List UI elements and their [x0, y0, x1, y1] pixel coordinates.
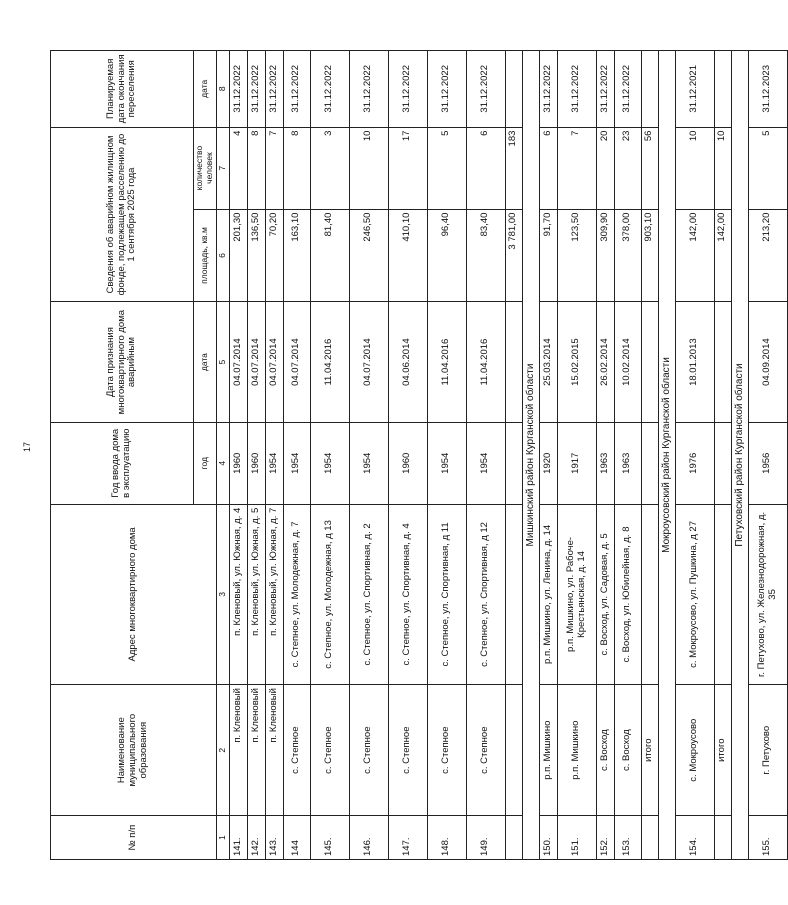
cell-end-date: 31.12.2022: [310, 51, 349, 128]
page-number: 17: [22, 441, 33, 453]
cell-people: 20: [596, 127, 614, 209]
cell-year: 1963: [596, 422, 614, 504]
cell-date: 04.09.2014: [748, 302, 787, 422]
index-cell: 2: [216, 685, 229, 816]
cell-date: 11.04.2016: [310, 302, 349, 422]
empty-cell: [505, 422, 522, 504]
cell-year: 1920: [539, 422, 557, 504]
empty-cell: [505, 51, 522, 128]
cell-date: 10.02.2014: [614, 302, 641, 422]
cell-end-date: 31.12.2022: [596, 51, 614, 128]
cell-date: 11.04.2016: [427, 302, 466, 422]
cell-municipality: п. Кленовый: [229, 685, 247, 816]
cell-number: 143.: [265, 816, 283, 860]
empty-cell: [641, 504, 658, 684]
index-cell: 1: [216, 816, 229, 860]
index-cell: 3: [216, 504, 229, 684]
subheader-date: дата: [194, 302, 217, 422]
subheader-year: год: [194, 422, 217, 504]
header-recognition-date: Дата признания многоквартирного дома аварийным: [51, 302, 194, 422]
cell-people: 7: [557, 127, 596, 209]
cell-date: 04.07.2014: [283, 302, 310, 422]
cell-people: 7: [265, 127, 283, 209]
empty-cell: [714, 51, 731, 128]
cell-municipality: с. Степное: [310, 685, 349, 816]
cell-municipality: п. Кленовый: [265, 685, 283, 816]
cell-end-date: 31.12.2022: [557, 51, 596, 128]
cell-area: 136,50: [247, 209, 265, 302]
cell-address: р.п. Мишкино, ул. Ленина, д. 14: [539, 504, 557, 684]
total-row: [505, 51, 522, 860]
empty-cell: [641, 816, 658, 860]
header-year: Год ввода дома в эксплуатацию: [51, 422, 194, 504]
cell-number: 154.: [675, 816, 714, 860]
cell-municipality: с. Степное: [349, 685, 388, 816]
cell-municipality: г. Петухово: [748, 685, 787, 816]
cell-area: 246,50: [349, 209, 388, 302]
cell-year: 1960: [229, 422, 247, 504]
cell-date: 04.06.2014: [388, 302, 427, 422]
total-people: 56: [641, 127, 658, 209]
cell-number: 148.: [427, 816, 466, 860]
cell-end-date: 31.12.2021: [675, 51, 714, 128]
cell-people: 3: [310, 127, 349, 209]
header-municipality: Наименование муниципального образования: [51, 685, 217, 816]
cell-address: с. Степное, ул. Спортивная, д 12: [466, 504, 505, 684]
cell-year: 1976: [675, 422, 714, 504]
cell-area: 81,40: [310, 209, 349, 302]
empty-cell: [505, 685, 522, 816]
subheader-area: площадь, кв.м: [194, 209, 217, 302]
empty-cell: [714, 302, 731, 422]
index-cell: 8: [216, 51, 229, 128]
cell-end-date: 31.12.2022: [388, 51, 427, 128]
index-cell: 5: [216, 302, 229, 422]
cell-year: 1917: [557, 422, 596, 504]
empty-cell: [505, 504, 522, 684]
empty-cell: [641, 302, 658, 422]
table-row: [466, 51, 505, 860]
empty-cell: [714, 422, 731, 504]
table-row: [388, 51, 427, 860]
total-area: 142,00: [714, 209, 731, 302]
cell-municipality: п. Кленовый: [247, 685, 265, 816]
total-people: 183: [505, 127, 522, 209]
cell-number: 147.: [388, 816, 427, 860]
header-end-date: Планируемая дата окончания переселения: [51, 51, 194, 128]
empty-cell: [505, 816, 522, 860]
cell-area: 70,20: [265, 209, 283, 302]
table-row: [614, 51, 641, 860]
cell-number: 146.: [349, 816, 388, 860]
total-people: 10: [714, 127, 731, 209]
cell-area: 201,30: [229, 209, 247, 302]
cell-year: 1954: [466, 422, 505, 504]
cell-address: с. Степное, ул. Молодежная, д. 7: [283, 504, 310, 684]
cell-area: 91,70: [539, 209, 557, 302]
cell-area: 163,10: [283, 209, 310, 302]
cell-area: 378,00: [614, 209, 641, 302]
index-cell: 6: [216, 209, 229, 302]
cell-municipality: с. Восход: [596, 685, 614, 816]
cell-year: 1963: [614, 422, 641, 504]
cell-municipality: с. Степное: [388, 685, 427, 816]
region-row: [731, 51, 748, 860]
cell-end-date: 31.12.2023: [748, 51, 787, 128]
cell-people: 4: [229, 127, 247, 209]
table-row: [349, 51, 388, 860]
header-number: № п/п: [51, 816, 217, 860]
cell-area: 142,00: [675, 209, 714, 302]
cell-municipality: с. Степное: [283, 685, 310, 816]
cell-date: 18.01.2013: [675, 302, 714, 422]
empty-cell: [714, 504, 731, 684]
cell-date: 04.07.2014: [349, 302, 388, 422]
cell-end-date: 31.12.2022: [283, 51, 310, 128]
cell-people: 8: [283, 127, 310, 209]
cell-people: 6: [539, 127, 557, 209]
cell-year: 1954: [265, 422, 283, 504]
cell-number: 144: [283, 816, 310, 860]
cell-municipality: р.п. Мишкино: [539, 685, 557, 816]
region-heading: Мокроусовский район Курганской области: [658, 51, 675, 860]
cell-end-date: 31.12.2022: [427, 51, 466, 128]
cell-people: 6: [466, 127, 505, 209]
region-row: [658, 51, 675, 860]
table-row: [229, 51, 247, 860]
cell-date: 04.07.2014: [229, 302, 247, 422]
cell-number: 152.: [596, 816, 614, 860]
total-area: 3 781,00: [505, 209, 522, 302]
cell-address: с. Мокроусово, ул. Пушкина, д 27: [675, 504, 714, 684]
cell-people: 5: [748, 127, 787, 209]
cell-area: 410,10: [388, 209, 427, 302]
cell-municipality: с. Мокроусово: [675, 685, 714, 816]
cell-number: 142.: [247, 816, 265, 860]
cell-date: 15.02.2015: [557, 302, 596, 422]
header-fund-info: Сведения об аварийном жилищном фонде, подлежащем расселению до 1 сентября 2025 года: [51, 127, 194, 302]
cell-number: 153.: [614, 816, 641, 860]
cell-address: с. Степное, ул. Молодежная, д 13: [310, 504, 349, 684]
total-row: [714, 51, 731, 860]
cell-year: 1960: [247, 422, 265, 504]
cell-municipality: с. Степное: [466, 685, 505, 816]
table-row: [427, 51, 466, 860]
cell-number: 150.: [539, 816, 557, 860]
cell-end-date: 31.12.2022: [466, 51, 505, 128]
cell-people: 17: [388, 127, 427, 209]
cell-year: 1954: [349, 422, 388, 504]
cell-area: 83,40: [466, 209, 505, 302]
cell-year: 1954: [310, 422, 349, 504]
cell-year: 1960: [388, 422, 427, 504]
cell-end-date: 31.12.2022: [349, 51, 388, 128]
cell-date: 26.02.2014: [596, 302, 614, 422]
region-heading: Петуховский район Курганской области: [731, 51, 748, 860]
cell-address: г. Петухово, ул. Железнодорожная, д. 35: [748, 504, 787, 684]
cell-number: 141.: [229, 816, 247, 860]
cell-people: 5: [427, 127, 466, 209]
total-row: [641, 51, 658, 860]
cell-municipality: с. Восход: [614, 685, 641, 816]
cell-date: 25.03.2014: [539, 302, 557, 422]
cell-address: с. Степное, ул. Спортивная, д. 4: [388, 504, 427, 684]
region-row: [522, 51, 539, 860]
table-row: [310, 51, 349, 860]
total-label: итого: [714, 685, 731, 816]
cell-end-date: 31.12.2022: [614, 51, 641, 128]
table-row: [596, 51, 614, 860]
cell-people: 8: [247, 127, 265, 209]
cell-municipality: р.п. Мишкино: [557, 685, 596, 816]
cell-address: с. Восход, ул. Садовая, д. 5: [596, 504, 614, 684]
empty-cell: [714, 816, 731, 860]
subheader-people: количество человек: [194, 127, 217, 209]
table-row: [283, 51, 310, 860]
cell-year: 1954: [427, 422, 466, 504]
cell-date: 04.07.2014: [247, 302, 265, 422]
region-heading: Мишкинский район Курганской области: [522, 51, 539, 860]
cell-people: 10: [675, 127, 714, 209]
cell-number: 149.: [466, 816, 505, 860]
table-row: [748, 51, 787, 860]
cell-number: 155.: [748, 816, 787, 860]
empty-cell: [641, 422, 658, 504]
cell-date: 11.04.2016: [466, 302, 505, 422]
total-label: итого: [641, 685, 658, 816]
index-cell: 7: [216, 127, 229, 209]
cell-people: 10: [349, 127, 388, 209]
cell-address: с. Степное, ул. Спортивная, д. 2: [349, 504, 388, 684]
cell-number: 145.: [310, 816, 349, 860]
total-area: 903,10: [641, 209, 658, 302]
rotated-page: [50, 50, 778, 860]
table-row: [539, 51, 557, 860]
cell-address: р.п. Мишкино, ул. Рабоче-Крестьянская, д. 14: [557, 504, 596, 684]
cell-number: 151.: [557, 816, 596, 860]
header-address: Адрес многоквартирного дома: [51, 504, 217, 684]
cell-year: 1954: [283, 422, 310, 504]
cell-address: п. Кленовый, ул. Южная, д. 5: [247, 504, 265, 684]
cell-area: 213,20: [748, 209, 787, 302]
cell-area: 309,90: [596, 209, 614, 302]
cell-address: с. Восход, ул. Юбилейная, д. 8: [614, 504, 641, 684]
subheader-date2: дата: [194, 51, 217, 128]
housing-table: [50, 50, 788, 860]
cell-people: 23: [614, 127, 641, 209]
cell-area: 123,50: [557, 209, 596, 302]
cell-end-date: 31.12.2022: [247, 51, 265, 128]
cell-end-date: 31.12.2022: [265, 51, 283, 128]
table-row: [675, 51, 714, 860]
cell-address: п. Кленовый, ул. Южная, д. 4: [229, 504, 247, 684]
table-row: [557, 51, 596, 860]
cell-date: 04.07.2014: [265, 302, 283, 422]
table-row: [265, 51, 283, 860]
empty-cell: [641, 51, 658, 128]
table-row: [247, 51, 265, 860]
cell-end-date: 31.12.2022: [539, 51, 557, 128]
cell-address: с. Степное, ул. Спортивная, д 11: [427, 504, 466, 684]
cell-area: 96,40: [427, 209, 466, 302]
index-cell: 4: [216, 422, 229, 504]
cell-municipality: с. Степное: [427, 685, 466, 816]
cell-year: 1956: [748, 422, 787, 504]
cell-address: п. Кленовый, ул. Южная, д. 7: [265, 504, 283, 684]
empty-cell: [505, 302, 522, 422]
cell-end-date: 31.12.2022: [229, 51, 247, 128]
